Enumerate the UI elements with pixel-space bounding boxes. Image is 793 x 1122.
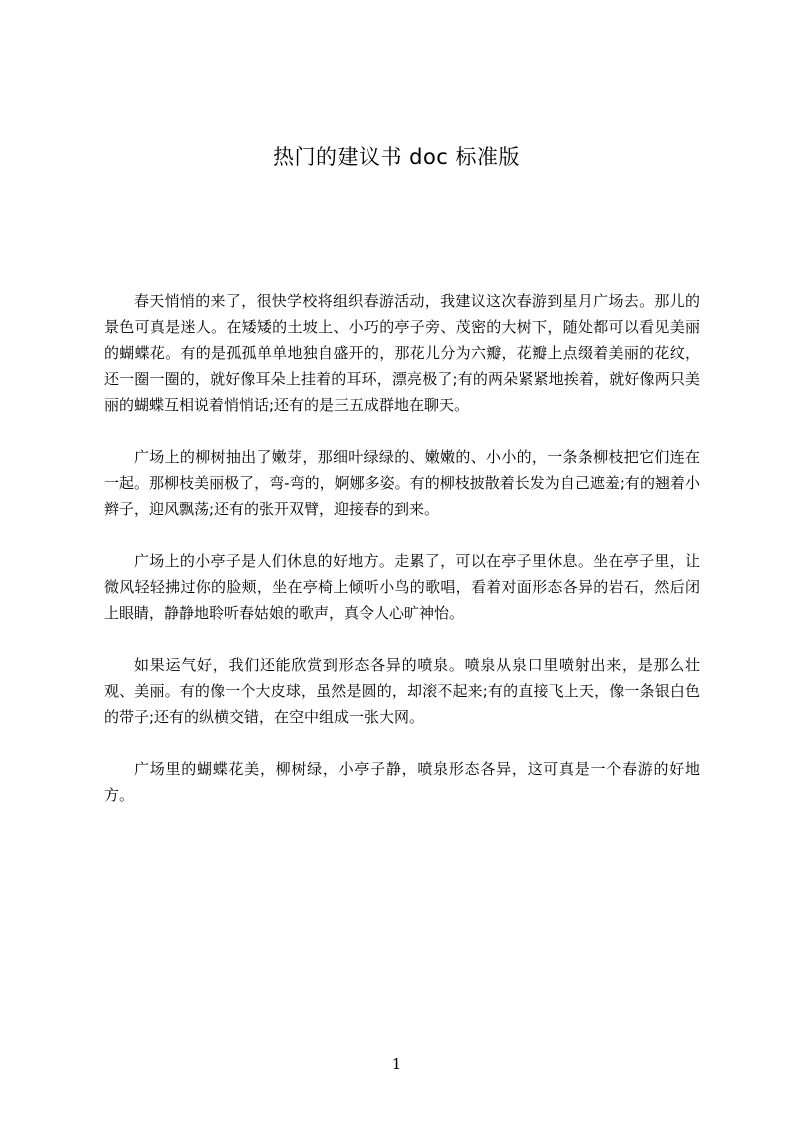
paragraph: 如果运气好，我们还能欣赏到形态各异的喷泉。喷泉从泉口里喷射出来，是那么壮观、美丽。有的像一个大皮球，虽然是圆的，却滚不起来;有的直接飞上天，像一条银白色的带子;还有的纵横交错，在空中组成一张大网。 [104, 656, 700, 726]
page-number: 1 [391, 1055, 402, 1073]
document-title: 热门的建议书 doc 标准版 [272, 145, 521, 169]
paragraph: 春天悄悄的来了，很快学校将组织春游活动，我建议这次春游到星月广场去。那儿的景色可真是迷人。在矮矮的土坡上、小巧的亭子旁、茂密的大树下，随处都可以看见美丽的蝴蝶花。有的是孤孤单单地独自盛开的，那花儿分为六瓣，花瓣上点缀着美丽的花纹，还一圈一圈的，就好像耳朵上挂着的耳环，漂亮极了;有的两朵紧紧地挨着，就好像两只美丽的蝴蝶互相说着悄悄话;还有的是三五成群地在聊天。 [104, 292, 700, 414]
paragraph: 广场里的蝴蝶花美，柳树绿，小亭子静，喷泉形态各异，这可真是一个春游的好地方。 [104, 760, 700, 804]
paragraph: 广场上的柳树抽出了嫩芽，那细叶绿绿的、嫩嫩的、小小的，一条条柳枝把它们连在一起。那柳枝美丽极了，弯-弯的，婀娜多姿。有的柳枝披散着长发为自己遮羞;有的翘着小辫子，迎风飘荡;还有的张开双臂，迎接春的到来。 [104, 448, 700, 518]
paragraph: 广场上的小亭子是人们休息的好地方。走累了，可以在亭子里休息。坐在亭子里，让微风轻轻拂过你的脸颊，坐在亭椅上倾听小鸟的歌唱，看着对面形态各异的岩石，然后闭上眼睛，静静地聆听春姑娘的歌声，真令人心旷神怡。 [104, 552, 700, 622]
document-body [104, 288, 700, 834]
